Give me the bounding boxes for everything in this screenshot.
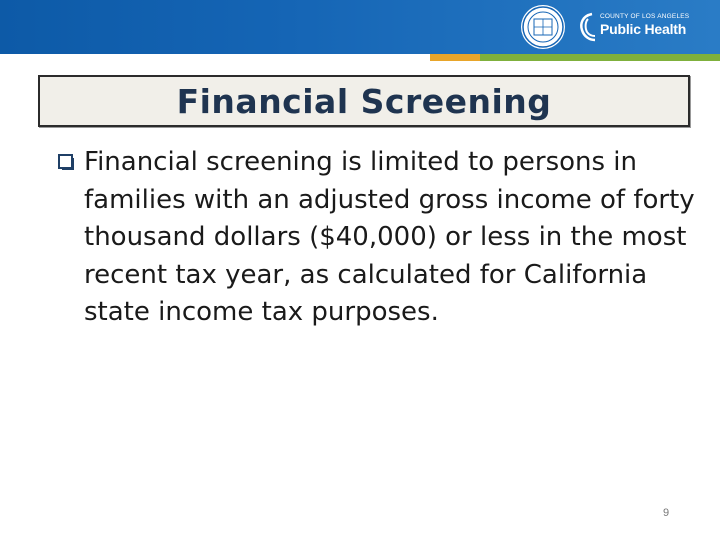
header-stripe <box>0 54 720 61</box>
public-health-mark-icon <box>576 10 598 44</box>
title-box <box>38 75 690 127</box>
logo-public-health-text: Public Health <box>600 21 687 37</box>
logo-county-text: COUNTY OF LOS ANGELES <box>600 13 690 20</box>
county-seal-icon <box>520 4 566 50</box>
bullet-text: Financial screening is limited to persons in families with an adjusted gross income of forty thousand dollars ($40,000) or less in the most recent tax year, as calculated for California state income tax purposes. <box>84 147 695 327</box>
checkbox-bullet-icon <box>58 154 74 170</box>
slide-title: Financial Screening <box>176 82 552 121</box>
public-health-logo <box>576 10 696 44</box>
page-number: 9 <box>663 507 670 519</box>
